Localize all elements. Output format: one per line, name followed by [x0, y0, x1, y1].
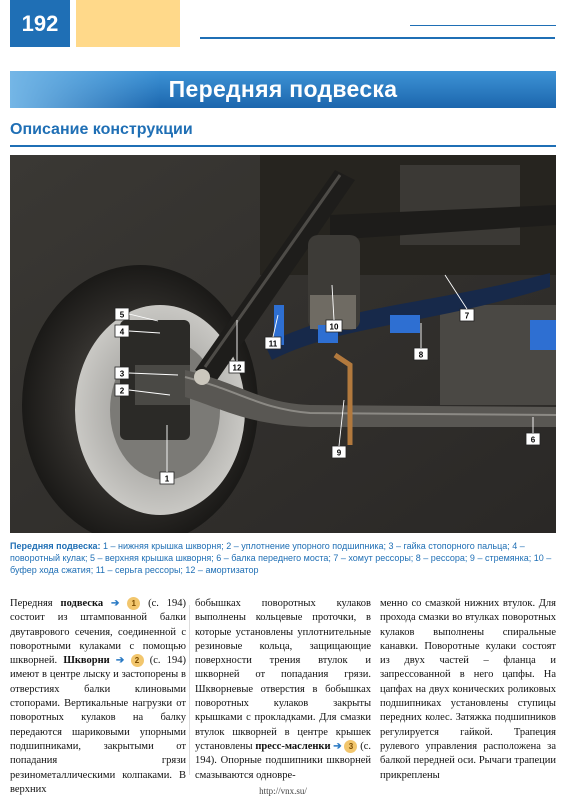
svg-text:6: 6 [530, 435, 536, 445]
svg-text:10: 10 [329, 322, 339, 332]
header-band [76, 0, 180, 47]
svg-text:5: 5 [119, 310, 125, 320]
subtitle-rule [10, 145, 556, 147]
ref-arrow-icon: ➔ [110, 598, 120, 609]
svg-text:4: 4 [119, 327, 125, 337]
text-column-3: менно со смазкой нижних втулок. Для прохода смазки во втулках поворотных кулаков выполнены спиральные канавки. Поворотные кулаки состоят из двух частей – фланца и запрессованной в него цапфы. На цапфах на двух конических роликовых подшипниках установлены ступицы передних колес. Затяжка подшипников регулируется гайкой. Трапеция рулевого управления расположена за балкой передней оси. Рычаги трапеции прикреплены [380, 598, 556, 781]
ref-arrow-icon: ➔ [115, 655, 125, 667]
page-title: Передняя подвеска [168, 76, 398, 102]
svg-text:3: 3 [119, 369, 125, 379]
text-column-1: Передняя подвеска ➔ 1 (с. 194) состоит из штампованной балки двутаврового сечения, соединенной с поворотными кулаками с помощью шкворней. Шкворни ➔ 2 (с. 194) имеют в центре лыску и застопорены в отверстиях балки клиновыми стопорами. Вертикальные нагрузки от поворотных кулаков на балку передаются шариковыми упорными подшипниками, закрытыми от попадания грязи резинометаллическими колпаками. В верхних [10, 598, 187, 795]
term-shkvorni: Шкворни [63, 655, 110, 667]
ref-badge-2: 2 [131, 654, 144, 667]
svg-text:2: 2 [119, 386, 125, 396]
ref-arrow-icon: ➔ [333, 740, 342, 752]
title-bar [10, 71, 556, 108]
footer-url[interactable]: http://vnx.su/ [259, 786, 307, 796]
section-subtitle: Описание конструкции [10, 121, 193, 138]
svg-text:12: 12 [232, 363, 242, 373]
svg-text:11: 11 [268, 339, 278, 349]
svg-text:7: 7 [464, 311, 470, 321]
svg-text:8: 8 [418, 350, 424, 360]
term-press-masl: пресс-масленки [255, 740, 331, 752]
term-podveska: подвеска [60, 598, 104, 609]
header-rule [200, 37, 555, 39]
ref-badge-1: 1 [127, 597, 140, 610]
page-number: 192 [10, 0, 70, 47]
text-column-2: бобышках поворотных кулаков выполнены кольцевые проточки, в которые установлены уплотнительные резиновые кольца, защищающие поверхности трения втулок и шкворней от попадания грязи. Шкворневые отверстия в бобышках поворотных кулаков закрыты крышками с прокладками. Для смазки втулок шкворней в центре крышек установлены пресс-масленки ➔ 3 (с. 194). Опорные подшипники шкворней смазываются одновре- [195, 598, 371, 781]
caption-lead: Передняя подвеска: [10, 541, 101, 551]
svg-text:1: 1 [164, 474, 170, 484]
caption-text: 1 – нижняя крышка шкворня; 2 – уплотнение упорного подшипника; 3 – гайка стопорного пальца; 4 – поворотный кулак; 5 – верхняя крышка шкворня; 6 – балка переднего моста; 7 – хомут рессоры; 8 – рессора; 9 – стремянка; 10 – буфер хода сжатия; 11 – серьга рессоры; 12 – амортизатор [10, 541, 552, 575]
photo-caption [10, 540, 556, 576]
svg-text:9: 9 [336, 448, 342, 458]
suspension-photo [10, 155, 556, 533]
ref-badge-3: 3 [344, 740, 357, 753]
header-rule-top [410, 25, 556, 26]
